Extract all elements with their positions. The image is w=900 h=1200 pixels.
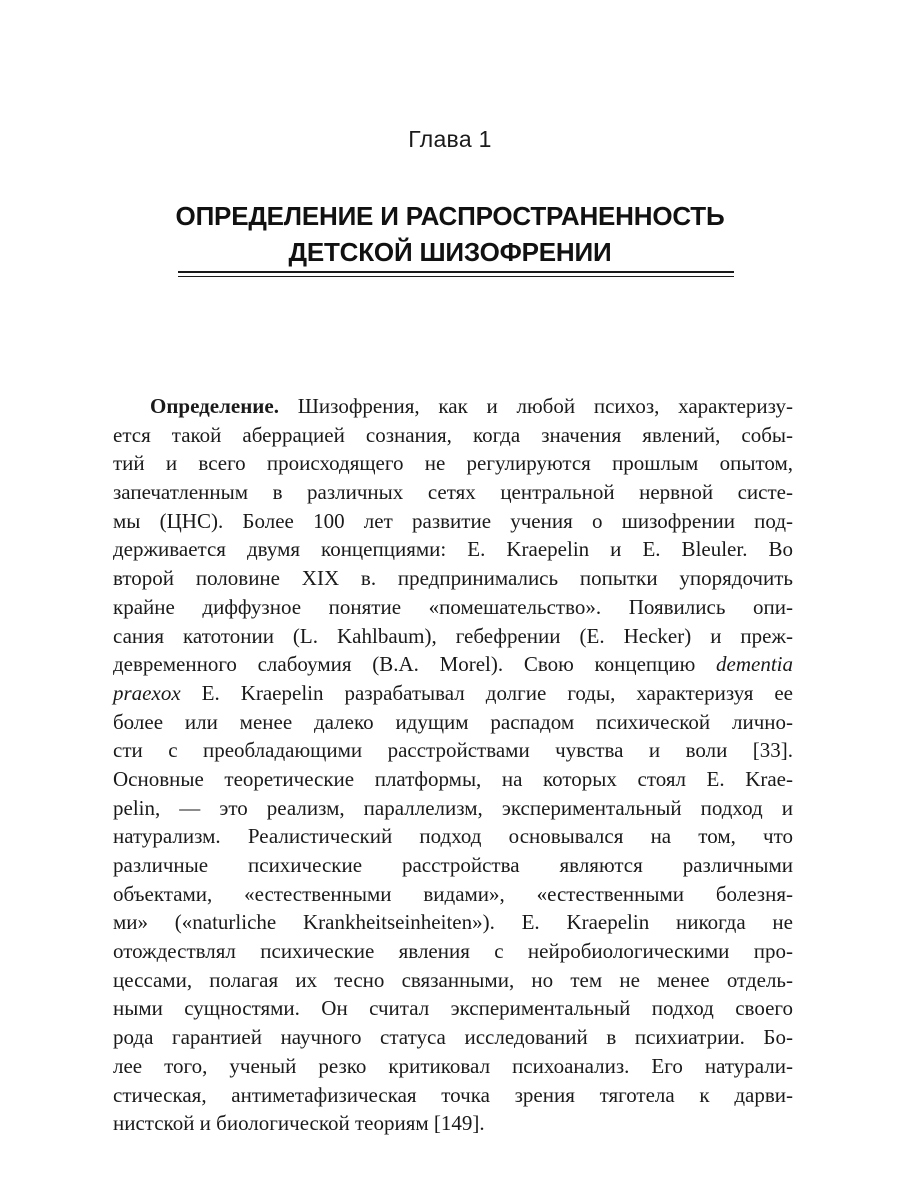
text-line: лее того, ученый резко критиковал психоанализ. Его натурали-	[113, 1053, 793, 1078]
text-line: объектами, «естественными видами», «естественными болезня-	[113, 881, 793, 906]
text-line: стическая, антиметафизическая точка зрения тяготела к дарви-	[113, 1082, 793, 1107]
text-line: девременного слабоумия (B.A. Morel). Свою концепцию dementia	[113, 652, 793, 677]
text-line: Определение. Шизофрения, как и любой психоз, характеризу-	[150, 394, 793, 418]
text-line: ется такой аберрацией сознания, когда значения явлений, собы-	[113, 422, 793, 447]
text-line: сания катотонии (L. Kahlbaum), гебефрении (E. Hecker) и преж-	[113, 623, 793, 648]
chapter-label: Глава 1	[408, 126, 492, 152]
text-line: запечатленным в различных сетях центральной нервной систе-	[113, 480, 793, 505]
title-rule-thick	[178, 271, 734, 273]
text-line: рода гарантией научного статуса исследований в психиатрии. Бо-	[113, 1025, 793, 1050]
text-line: Основные теоретические платформы, на которых стоял E. Krae-	[113, 766, 793, 791]
title-rule-thin	[178, 276, 734, 277]
italic-term: dementia	[716, 652, 793, 677]
italic-term: praexox	[113, 680, 181, 705]
text-line: цессами, полагая их тесно связанными, но тем не менее отдель-	[113, 967, 793, 992]
text-line: нистской и биологической теориям [149].	[113, 1111, 485, 1136]
text-line: сти с преобладающими расстройствами чувства и воли [33].	[113, 738, 793, 763]
text-line: держивается двумя концепциями: E. Kraepelin и E. Bleuler. Во	[113, 537, 793, 562]
text-line: крайне диффузное понятие «помешательство». Появились опи-	[113, 594, 793, 619]
text-line: различные психические расстройства являются различными	[113, 853, 793, 877]
text-line: ми» («naturliche Krankheitseinheiten»). E. Kraepelin никогда не	[113, 910, 793, 935]
text-line: мы (ЦНС). Более 100 лет развитие учения о шизофрении под-	[113, 508, 793, 533]
chapter-title	[150, 198, 750, 270]
paragraph-lead: Определение.	[150, 394, 279, 418]
text-line: pelin, — это реализм, параллелизм, экспериментальный подход и	[113, 795, 793, 820]
text-line: отождествлял психические явления с нейробиологическими про-	[113, 939, 793, 964]
text-line: натурализм. Реалистический подход основывался на том, что	[113, 824, 793, 849]
definition-paragraph	[113, 392, 793, 1138]
chapter-title-line-2: ДЕТСКОЙ ШИЗОФРЕНИИ	[288, 237, 612, 267]
text-line: тий и всего происходящего не регулируются прошлым опытом,	[113, 451, 793, 476]
chapter-title-line-1: ОПРЕДЕЛЕНИЕ И РАСПРОСТРАНЕННОСТЬ	[175, 201, 725, 231]
text-line: более или менее далеко идущим распадом психической лично-	[113, 709, 793, 734]
text-line: praexox E. Kraepelin разрабатывал долгие годы, характеризуя ее	[113, 680, 793, 705]
text-line: ными сущностями. Он считал экспериментальный подход своего	[113, 996, 793, 1021]
text-line: второй половине XIX в. предпринимались попытки упорядочить	[113, 566, 793, 591]
